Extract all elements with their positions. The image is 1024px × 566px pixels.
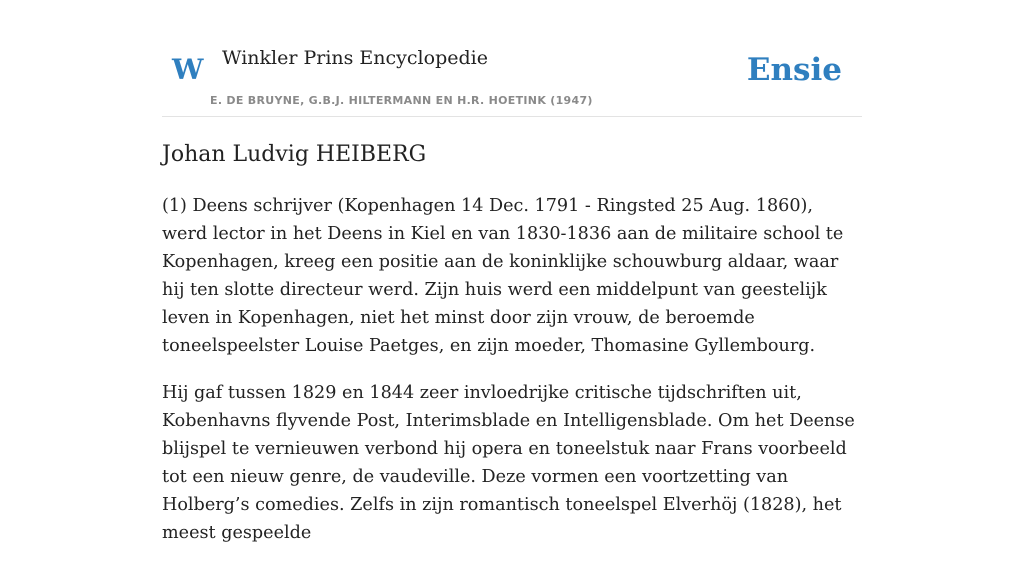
article-paragraph-1: (1) Deens schrijver (Kopenhagen 14 Dec. 1791 - Ringsted 25 Aug. 1860), werd lector in het Deens in Kiel en van 1830-1836 aan de militaire school te Kopenhagen, kreeg een positie aan de koninklijke schouwburg aldaar, waar hij ten slotte directeur werd. Zijn huis werd een middelpunt van geestelijk leven in Kopenhagen, niet het minst door zijn vrouw, de beroemde toneelspeelster Louise Paetges, en zijn moeder, Thomasine Gyllembourg. <box>162 196 844 356</box>
publication-logo-icon[interactable]: W <box>172 53 204 86</box>
article-title: Johan Ludvig HEIBERG <box>162 142 427 167</box>
site-header <box>162 0 862 117</box>
ensie-logo-link[interactable]: Ensie <box>746 52 842 88</box>
page <box>162 0 862 543</box>
article-body <box>162 192 862 566</box>
authors-line: E. DE BRUYNE, G.B.J. HILTERMANN EN H.R. HOETINK (1947) <box>210 94 593 107</box>
publication-title-link[interactable]: Winkler Prins Encyclopedie <box>222 47 488 69</box>
article-paragraph-2: Hij gaf tussen 1829 en 1844 zeer invloedrijke critische tijdschriften uit, Kobenhavns flyvende Post, Interimsblade en Intelligensblade. Om het Deense blijspel te vernieuwen verbond hij opera en toneelstuk naar Frans voorbeeld tot een nieuw genre, de vaudeville. Deze vormen een voortzetting van Holberg’s comedies. Zelfs in zijn romantisch toneelspel Elverhöj (1828), het meest gespeelde <box>162 383 855 543</box>
